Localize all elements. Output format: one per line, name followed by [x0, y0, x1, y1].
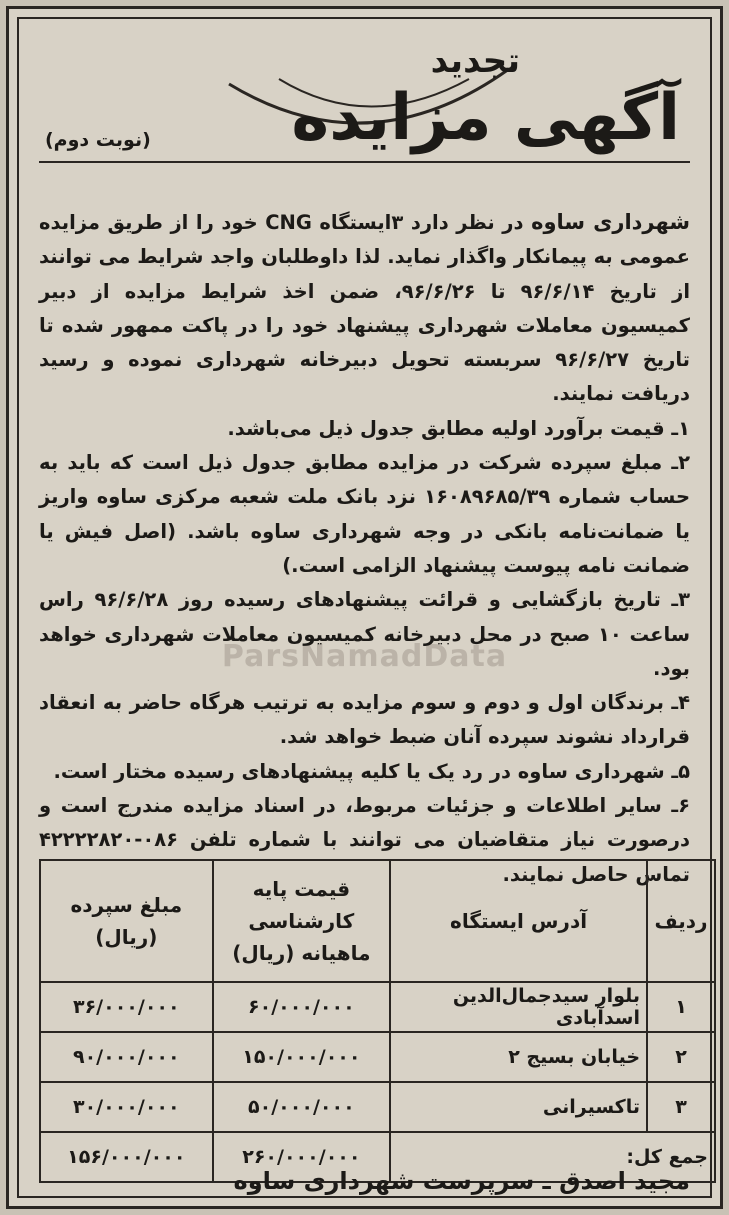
signature: مجید اصدق ـ سرپرست شهرداری ساوه	[233, 1167, 690, 1195]
total-deposit: ۱۵۶/۰۰۰/۰۰۰	[40, 1132, 213, 1182]
total-label: جمع کل:	[390, 1132, 715, 1182]
table-row	[40, 1032, 715, 1082]
cell-deposit: ۹۰/۰۰۰/۰۰۰	[40, 1032, 213, 1082]
cell-base-price: ۵۰/۰۰۰/۰۰۰	[213, 1082, 391, 1132]
cell-base-price: ۱۵۰/۰۰۰/۰۰۰	[213, 1032, 391, 1082]
intro-paragraph	[39, 205, 690, 412]
intro-text: در نظر دارد ۳ایستگاه CNG خود را از طریق مزایده عمومی به پیمانکار واگذار نماید. لذا داوطلبان واجد شرایط می توانند از تاریخ ۹۶/۶/۱۴ تا ۹۶/۶/۲۶، ضمن اخذ شرایط مزایده از دبیر کمیسیون معاملات شهرداری پیشنهاد خود را در پاکت ممهور شده تا تاریخ ۹۶/۶/۲۷ سربسته تحویل دبیرخانه شهرداری نموده و رسید دریافت نمایند.	[39, 211, 690, 406]
cell-row-number: ۳	[647, 1082, 715, 1132]
table-header-row	[40, 860, 715, 982]
table-row	[40, 982, 715, 1032]
header-base-price: قیمت پایه کارشناسی ماهیانه (ریال)	[213, 860, 391, 982]
clause-2: ۲ـ مبلغ سپرده شرکت در مزایده مطابق جدول ذیل است که باید به حساب شماره ۱۶۰۸۹۶۸۵/۳۹ نزد بانک ملت شعبه مرکزی ساوه واریز یا ضمانت‌نامه بانکی در وجه شهرداری ساوه باشد. (اصل فیش یا ضمانت نامه پیوست پیشنهاد الزامی است.)	[39, 451, 690, 577]
lead-organization: شهرداری ساوه	[531, 210, 691, 234]
watermark: ParsNamadData	[221, 639, 508, 674]
cell-deposit: ۳۰/۰۰۰/۰۰۰	[40, 1082, 213, 1132]
round-label: (نوبت دوم)	[45, 129, 151, 151]
clause-1: ۱ـ قیمت برآورد اولیه مطابق جدول ذیل می‌باشد.	[227, 416, 690, 440]
cell-row-number: ۱	[647, 982, 715, 1032]
clause-4: ۴ـ برندگان اول و دوم و سوم مزایده به ترتیب هرگاه حاضر به انعقاد قرارداد نشوند سپرده آنان ضبط خواهد شد.	[39, 691, 690, 749]
cell-address: خیابان بسیج ۲	[390, 1032, 647, 1082]
stations-table	[39, 859, 716, 1183]
cell-address: تاکسیرانی	[390, 1082, 647, 1132]
notice-title: آگهی مزایده	[291, 81, 680, 155]
header-deposit: مبلغ سپرده (ریال)	[40, 860, 213, 982]
notice-page	[6, 6, 723, 1209]
table-row	[40, 1082, 715, 1132]
clause-3: ۳ـ تاریخ بازگشایی و قرائت پیشنهادهای رسیده روز ۹۶/۶/۲۸ راس ساعت ۱۰ صبح در محل دبیرخانه کمیسیون معاملات شهرداری خواهد بود.	[39, 588, 690, 680]
header-address: آدرس ایستگاه	[390, 860, 647, 982]
total-base-price: ۲۶۰/۰۰۰/۰۰۰	[213, 1132, 391, 1182]
clause-5: ۵ـ شهرداری ساوه در رد یک یا کلیه پیشنهادهای رسیده مختار است.	[53, 759, 690, 783]
cell-deposit: ۳۶/۰۰۰/۰۰۰	[40, 982, 213, 1032]
title-divider	[39, 161, 690, 163]
renewal-label: تجدید	[430, 41, 520, 81]
notice-body	[39, 205, 690, 892]
clause-6: ۶ـ سایر اطلاعات و جزئیات مربوط، در اسناد مزایده مندرج است و درصورت نیاز متقاضیان می توانند با شماره تلفن ۰۸۶-۴۲۲۲۲۸۲۰ تماس حاصل نمایند.	[39, 794, 690, 886]
cell-address: بلوار سیدجمال‌الدین اسدآبادی	[390, 982, 647, 1032]
header-row-number: ردیف	[647, 860, 715, 982]
cell-row-number: ۲	[647, 1032, 715, 1082]
notice-frame	[17, 17, 712, 1198]
cell-base-price: ۶۰/۰۰۰/۰۰۰	[213, 982, 391, 1032]
notice-header	[19, 19, 710, 169]
